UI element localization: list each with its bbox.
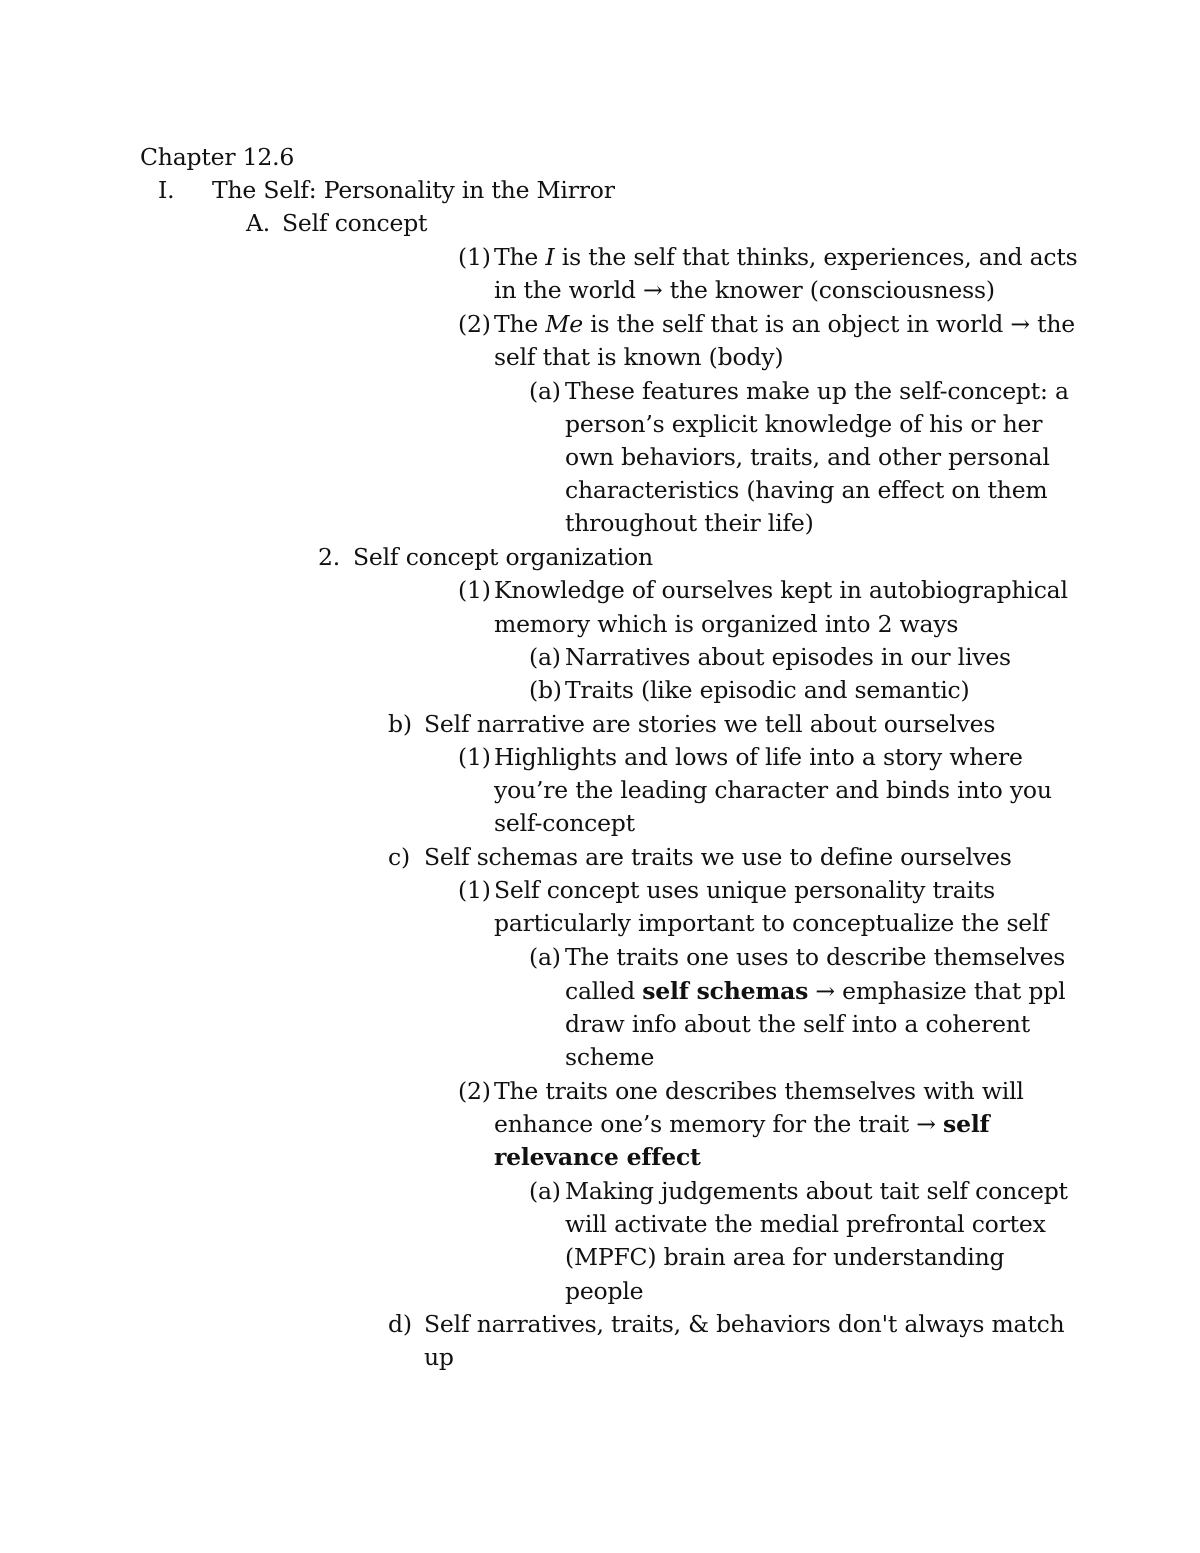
bold-term: self schemas [642,977,809,1005]
item-text-continued: you’re the leading character and binds into you [494,776,1052,804]
section-marker: I. [158,176,175,204]
subitem-text: person’s explicit knowledge of his or her [565,410,1043,438]
subitem-marker: (a) [529,377,561,405]
item-text [494,309,1075,339]
subitem-marker: (a) [529,943,561,971]
subitem-text: Narratives about episodes in our lives [565,643,1011,671]
subsection-title: Self concept organization [353,543,653,571]
italic-term: I [545,243,555,271]
item-text-continued: particularly important to conceptualize the self [494,909,1048,937]
subitem-text [565,976,1065,1006]
item-marker: (1) [458,743,491,771]
item-text-continued: self that is known (body) [494,343,784,371]
italic-term: Me [545,310,583,338]
subitem-text: will activate the medial prefrontal cortex [565,1210,1046,1238]
subitem-text: characteristics (having an effect on them [565,476,1048,504]
subsection-marker: d) [388,1310,412,1338]
item-text: Highlights and lows of life into a story where [494,743,1023,771]
item-text-continued: in the world → the knower (consciousness) [494,276,995,304]
text-fragment: The [494,243,546,271]
subsection-marker: A. [246,209,271,237]
subitem-text: own behaviors, traits, and other personal [565,443,1050,471]
item-text: Knowledge of ourselves kept in autobiographical [494,576,1068,604]
item-text-continued [494,1109,989,1139]
section-title: The Self: Personality in the Mirror [212,176,615,204]
chapter-heading: Chapter 12.6 [140,143,295,171]
text-fragment: enhance one’s memory for the trait → [494,1110,944,1138]
item-marker: (1) [458,243,491,271]
item-text-continued: memory which is organized into 2 ways [494,610,959,638]
item-text-continued: self-concept [494,809,635,837]
item-marker: (1) [458,576,491,604]
subitem-marker: (a) [529,1177,561,1205]
subitem-marker: (a) [529,643,561,671]
item-marker: (2) [458,1077,491,1105]
text-fragment: The [494,310,546,338]
text-fragment: called [565,977,643,1005]
subitem-text: scheme [565,1043,655,1071]
item-marker: (1) [458,876,491,904]
subitem-text: people [565,1277,644,1305]
item-text: Self concept uses unique personality traits [494,876,995,904]
text-fragment: is the self that thinks, experiences, and acts [554,243,1078,271]
subsection-marker: c) [388,843,410,871]
item-marker: (2) [458,310,491,338]
subitem-text: draw info about the self into a coherent [565,1010,1030,1038]
subitem-text: These features make up the self-concept: a [565,377,1069,405]
bold-term: self [943,1110,990,1138]
text-fragment: → emphasize that ppl [808,977,1066,1005]
subsection-marker: 2. [318,543,341,571]
subsection-title-continued: up [424,1343,454,1371]
bold-term: relevance effect [494,1143,701,1171]
subsection-title: Self concept [282,209,428,237]
subitem-text: Making judgements about tait self concept [565,1177,1068,1205]
item-text [494,242,1077,272]
subitem-text: throughout their life) [565,509,814,537]
subitem-text: Traits (like episodic and semantic) [565,676,970,704]
subitem-marker: (b) [529,676,562,704]
text-fragment: is the self that is an object in world → the [582,310,1076,338]
subsection-title: Self schemas are traits we use to define ourselves [424,843,1012,871]
subsection-title: Self narrative are stories we tell about ourselves [424,710,996,738]
subsection-title: Self narratives, traits, & behaviors don't always match [424,1310,1065,1338]
subitem-text: (MPFC) brain area for understanding [565,1243,1005,1271]
subitem-text: The traits one uses to describe themselves [565,943,1066,971]
item-text: The traits one describes themselves with will [494,1077,1024,1105]
subsection-marker: b) [388,710,412,738]
